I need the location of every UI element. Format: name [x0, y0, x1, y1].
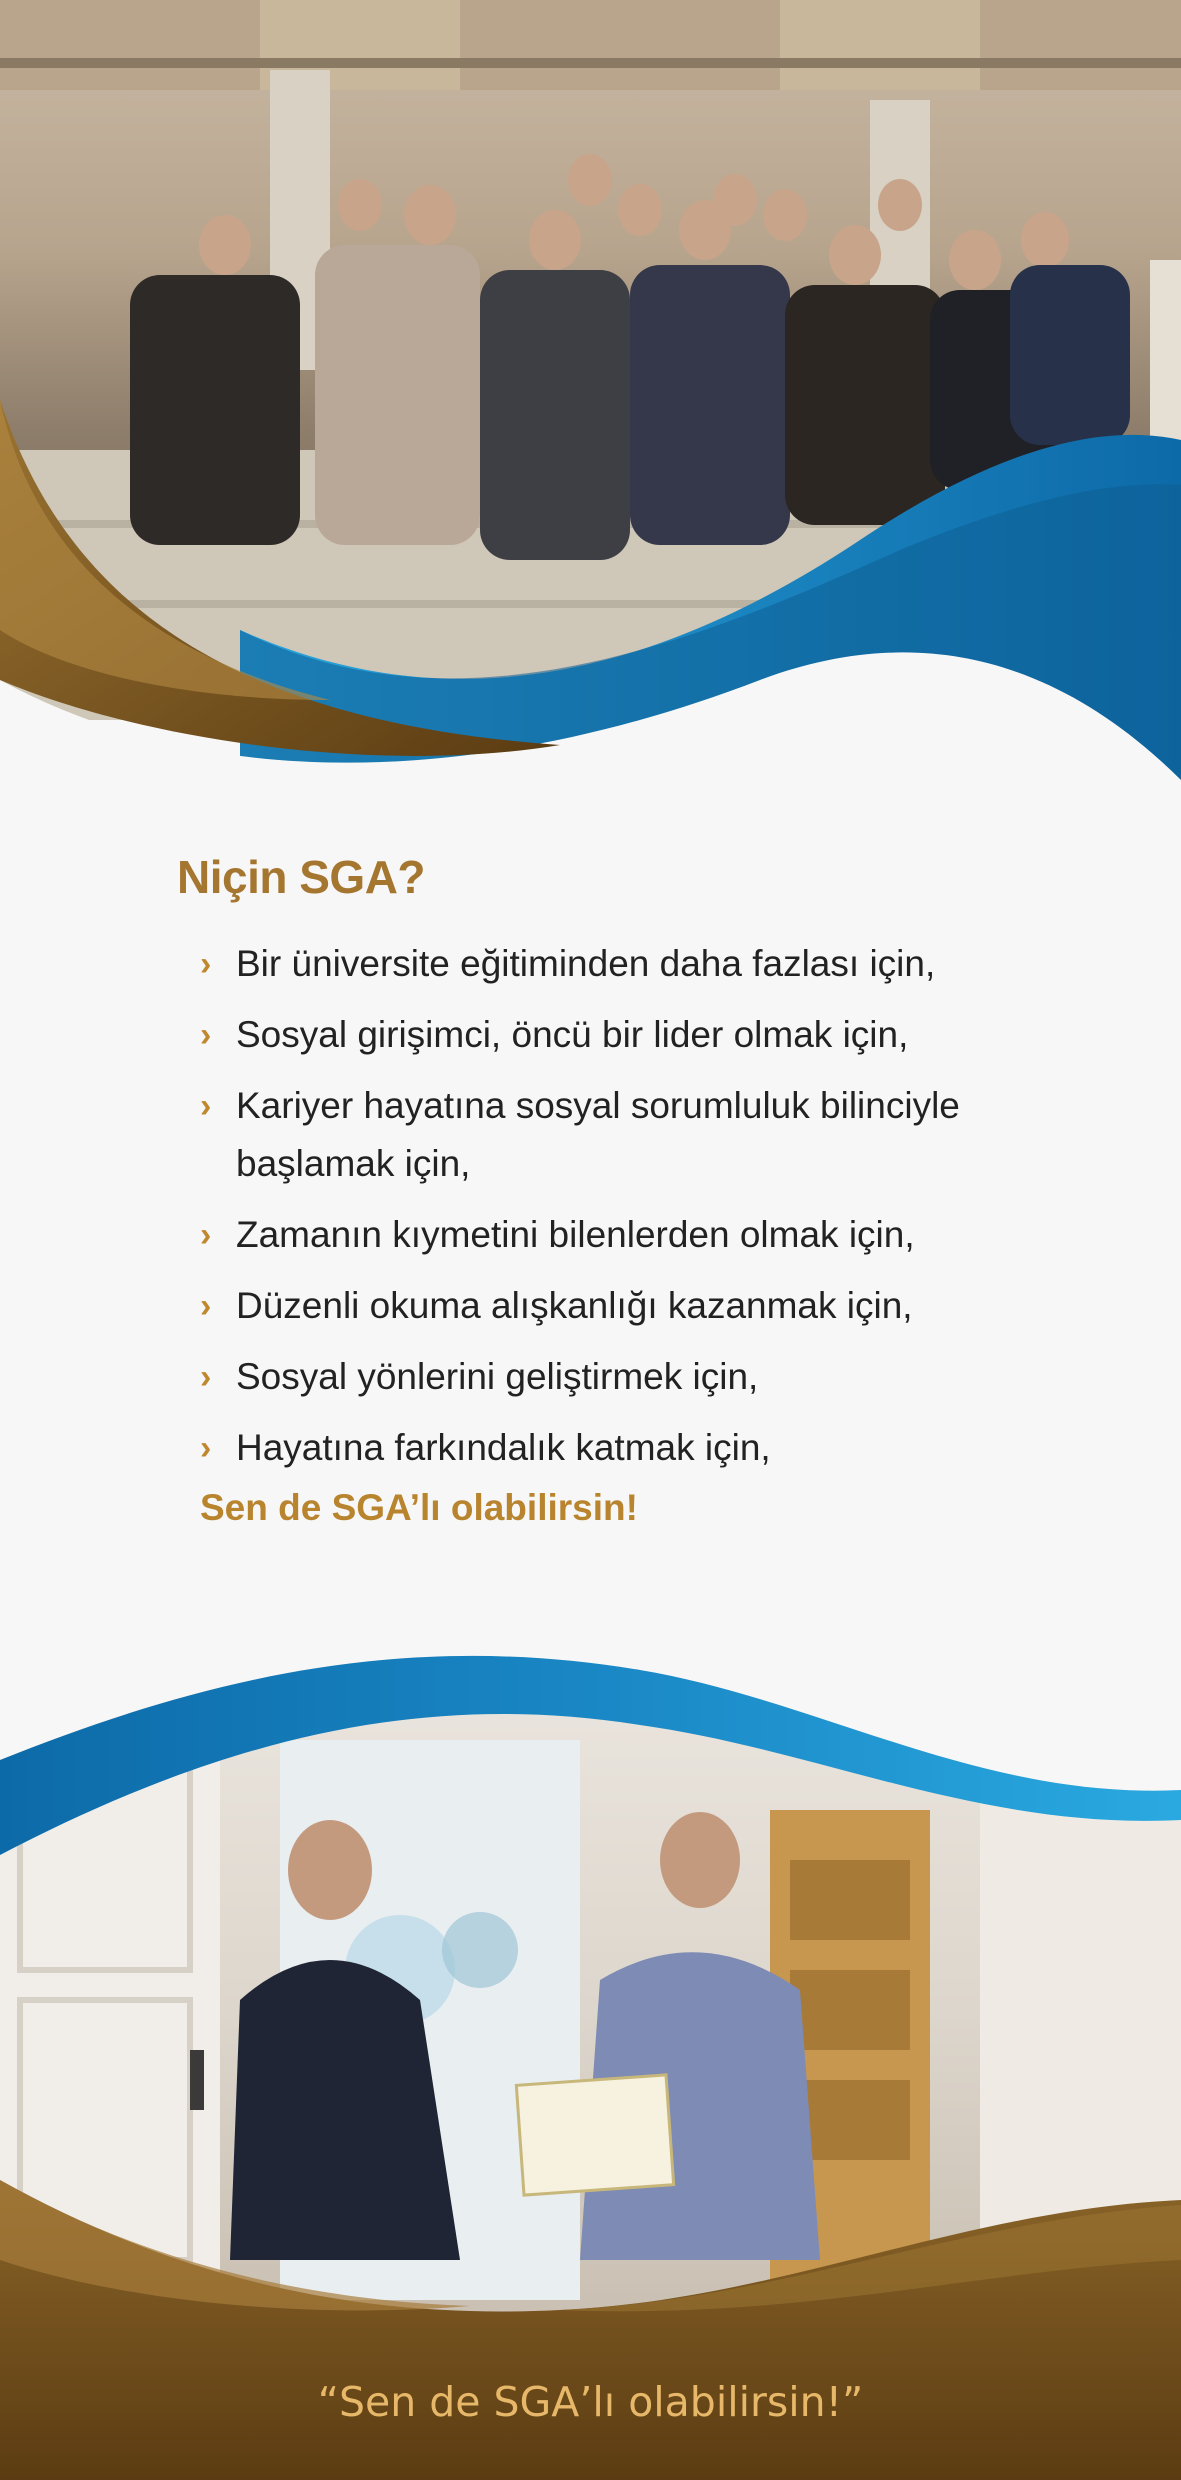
- list-item: [200, 1077, 1020, 1193]
- list-item: [200, 1277, 1020, 1335]
- tagline: Sen de SGA’lı olabilirsin!: [200, 1487, 638, 1528]
- chevron-right-icon: ›: [200, 1016, 212, 1054]
- chevron-right-icon: ›: [200, 1087, 212, 1125]
- reasons-list: [200, 935, 1020, 1490]
- chevron-right-icon: ›: [200, 1358, 212, 1396]
- list-item: [200, 1348, 1020, 1406]
- chevron-right-icon: ›: [200, 1429, 212, 1467]
- chevron-right-icon: ›: [200, 1216, 212, 1254]
- list-item-text: Sosyal girişimci, öncü bir lider olmak için,: [236, 1014, 909, 1055]
- list-item: [200, 935, 1020, 993]
- top-wave-decoration: [0, 380, 1181, 800]
- list-item-text: Sosyal yönlerini geliştirmek için,: [236, 1356, 759, 1397]
- list-item-text: Düzenli okuma alışkanlığı kazanmak için,: [236, 1285, 913, 1326]
- chevron-right-icon: ›: [200, 1287, 212, 1325]
- list-item-text: Hayatına farkındalık katmak için,: [236, 1427, 771, 1468]
- list-item: [200, 1006, 1020, 1064]
- list-item-text: Zamanın kıymetini bilenlerden olmak için,: [236, 1214, 915, 1255]
- section-title: Niçin SGA?: [177, 851, 426, 903]
- bottom-wave-decoration: [0, 1620, 1181, 2480]
- footer-quote: “Sen de SGA’lı olabilirsin!”: [317, 2378, 864, 2426]
- list-item-text: Bir üniversite eğitiminden daha fazlası için,: [236, 943, 936, 984]
- list-item-text: Kariyer hayatına sosyal sorumluluk bilinciyle başlamak için,: [236, 1085, 960, 1184]
- list-item: [200, 1206, 1020, 1264]
- list-item: [200, 1419, 1020, 1477]
- chevron-right-icon: ›: [200, 945, 212, 983]
